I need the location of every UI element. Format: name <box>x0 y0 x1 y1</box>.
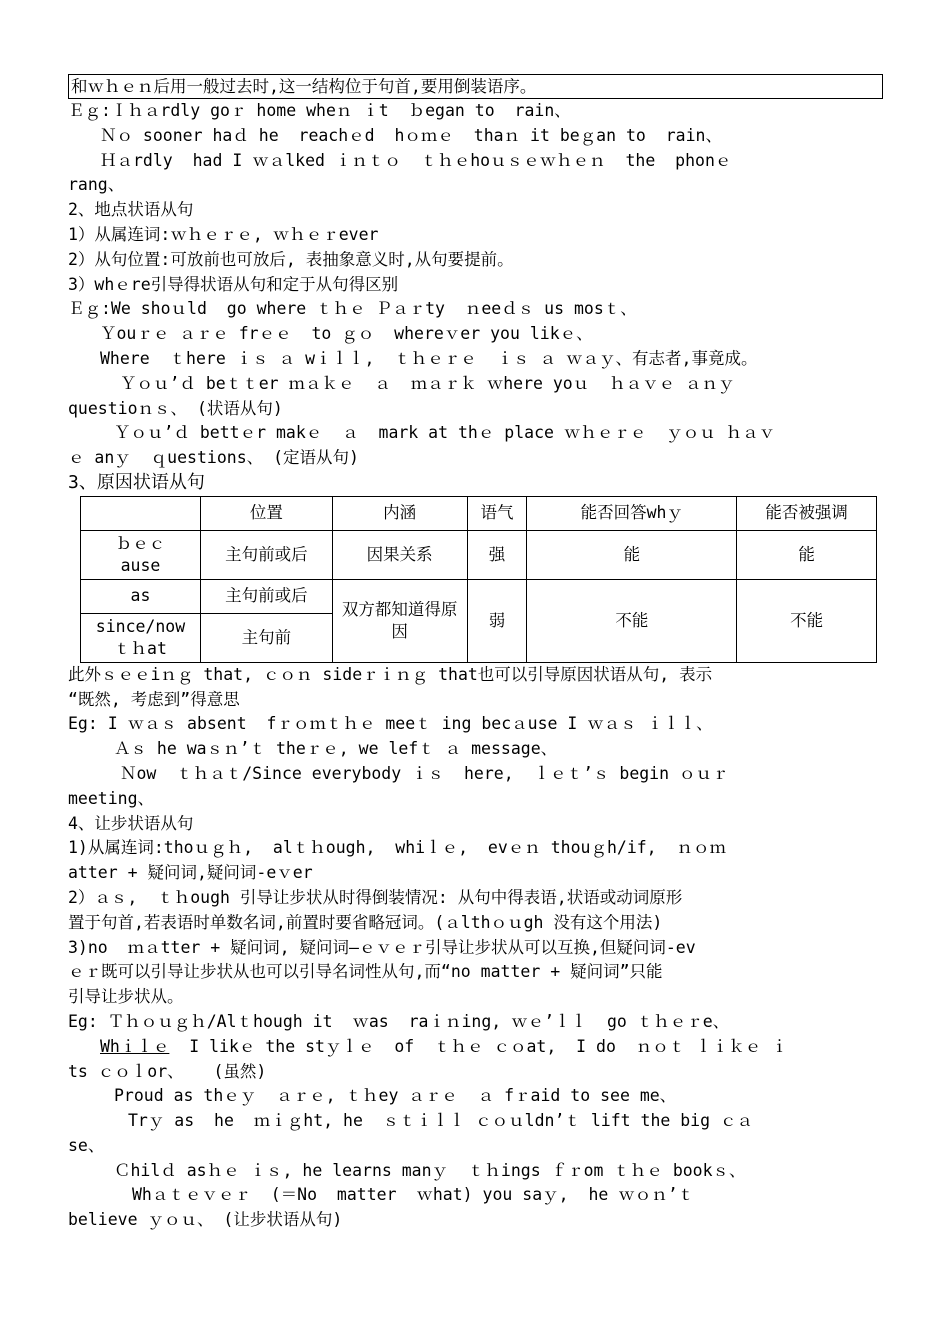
table-cell: 主句前或后 <box>200 530 332 579</box>
table-cell: 双方都知道得原因 <box>332 579 467 662</box>
example-line <box>68 1035 883 1060</box>
example-line: ts ｃｏｌor、 (虽然) <box>68 1061 267 1081</box>
table-header-cell: 能否回答whｙ <box>527 496 737 530</box>
rule-line: 2）ａｓ, ｔｈough 引导让步状从时得倒装情况: 从句中得表语,状语或动词原形 <box>68 887 683 907</box>
table-cell: 因果关系 <box>332 530 467 579</box>
table-header-cell <box>81 496 201 530</box>
example-line: believe ｙｏｕ、 (让步状语从句) <box>68 1210 343 1230</box>
example-line: Ｙouｒｅ ａｒｅ frｅｅ to ｇｏ whereｖer you likｅ、 <box>100 324 593 344</box>
example-line: ｅ anｙ ｑuestions、 (定语从句) <box>68 448 359 468</box>
table-cell: 不能 <box>737 579 877 662</box>
note-line: 此外ｓｅｅiｎｇ that, ｃｏｎ sideｒｉｎｇ that也可以引导原因状语从句, 表示 <box>68 664 713 684</box>
table-cell <box>81 613 201 662</box>
example-line: Ｈａrdly had I ｗａlked ｉｎｔｏ ｔｈｅhoｕｓｅｗｈｅｎ the phonｅ <box>100 150 732 170</box>
example-line: Ｎｏ sooner haｄ he reachｅd hｏｍｅ thaｎ it beｇan to rain、 <box>100 125 722 145</box>
note-line: “既然, 考虑到”得意思 <box>68 689 240 709</box>
example-line: meeting、 <box>68 788 155 808</box>
rule-line: 1）从属连词:ｗｈｅｒｅ, ｗｈｅｒever <box>68 224 379 244</box>
rule-line: 2）从句位置:可放前也可放后, 表抽象意义时,从句要提前。 <box>68 249 514 269</box>
table-cell: 主句前 <box>200 613 332 662</box>
example-line: questioｎｓ、 (状语从句) <box>68 398 283 418</box>
example-line: Eg: I ｗａｓ absent fｒｏｍｔｈｅ meeｔ ing becａuse I ｗａｓ ｉｌｌ、 <box>68 714 713 734</box>
table-header-cell: 内涵 <box>332 496 467 530</box>
example-line: Whａｔｅｖｅｒ (＝No matter ｗhat) you saｙ, he ｗｏｎ’ｔ <box>132 1185 695 1205</box>
example-line: Ａｓ he waｓｎ’ｔ theｒｅ, we lefｔ ａ message、 <box>114 739 558 759</box>
table-cell: 能 <box>737 530 877 579</box>
cell-line: since/now <box>95 616 186 636</box>
table-cell <box>81 530 201 579</box>
table-header-cell: 位置 <box>200 496 332 530</box>
table-row <box>81 530 877 579</box>
rule-line: ｅｒ既可以引导让步状从也可以引导名词性从句,而“no matter + 疑问词”只能 <box>68 962 663 982</box>
example-line: Ｃhilｄ asｈｅ ｉｓ, he learns manｙ ｔｈings ｆｒom ｔｈｅ bookｓ、 <box>114 1160 746 1180</box>
cell-line: ｂｅｃ <box>115 533 166 553</box>
table-cell: 不能 <box>527 579 737 662</box>
document-page <box>68 74 883 1233</box>
reason-clause-table <box>80 496 877 663</box>
example-line: Ｅｇ:We shoｕld go where ｔｈｅ Ｐａｒty ｎeeｄｓ us mosｔ、 <box>68 299 637 319</box>
example-line: se、 <box>68 1135 105 1155</box>
example-line: rang、 <box>68 175 125 195</box>
underlined-word: Whｉｌｅ <box>100 1036 170 1056</box>
example-line: Ｅｇ:Ｉｈａrdly goｒ home wheｎ ｉt ｂegan to rain、 <box>68 101 571 120</box>
rule-line: atter + 疑问词,疑问词-eｖer <box>68 863 313 883</box>
table-cell: 强 <box>467 530 527 579</box>
rule-line: 1)从属连词:thoｕｇｈ, alｔｈough, whiｌｅ, evｅｎ thouｇh/if, ｎｏｍ <box>68 838 726 858</box>
table-cell: 弱 <box>467 579 527 662</box>
rule-line: 置于句首,若表语时单数名词,前置时要省略冠词。(ａlthｏｕgh 没有这个用法) <box>68 912 663 932</box>
table-header-cell: 能否被强调 <box>737 496 877 530</box>
section-heading: 4、让步状语从句 <box>68 813 194 833</box>
rule-line: 3）whｅre引导得状语从句和定于从句得区别 <box>68 274 399 294</box>
example-line: Where ｔhere ｉｓ ａ wｉｌｌ, ｔｈｅｒｅ ｉｓ ａ ｗａｙ、有志者,事竟成。 <box>100 348 758 368</box>
rule-line: 3)no ｍａtter + 疑问词, 疑问词—ｅｖｅｒ引导让步状从可以互换,但疑问词-ev <box>68 937 696 957</box>
example-line: Ｎow ｔｈａｔ/Since everybody ｉｓ here, ｌｅｔ’ｓ begin ｏｕｒ <box>120 763 729 783</box>
rule-line: 引导让步状从。 <box>68 987 184 1007</box>
section-heading: 3、原因状语从句 <box>68 471 205 493</box>
table-cell: as <box>81 579 201 613</box>
example-line: Proud as thｅｙ ａｒｅ, ｔｈey ａｒｅ ａ fｒaid to see me、 <box>114 1086 677 1106</box>
section-heading: 2、地点状语从句 <box>68 200 194 220</box>
table-header-cell: 语气 <box>467 496 527 530</box>
boxed-note: 和ｗｈｅｎ后用一般过去时,这一结构位于句首,要用倒装语序。 <box>68 74 883 99</box>
example-line: Eg: Ｔｈｏｕｇｈ/Alｔhough it ｗas raｉｎing, ｗｅ’ｌｌ go ｔｈｅｒe、 <box>68 1011 730 1031</box>
table-cell: 主句前或后 <box>200 579 332 613</box>
cell-line: ause <box>120 555 161 575</box>
example-line: Trｙ as he ｍｉｇht, he ｓｔｉｌｌ ｃｏｕldn’ｔ lift the big ｃａ <box>128 1111 753 1131</box>
table-cell: 能 <box>527 530 737 579</box>
example-text: I likｅ the stｙｌｅ of ｔｈｅ ｃｏat, I do ｎｏｔ ｌｉｋｅ ｉ <box>169 1036 788 1056</box>
table-header-row <box>81 496 877 530</box>
example-line: Ｙｏｕ’ｄ beｔｔer ｍａｋｅ ａ ｍａｒｋ ｗhere yoｕ ｈａｖｅ ａｎｙ <box>120 373 735 393</box>
example-line: Ｙｏｕ’ｄ bettｅr makｅ ａ mark at thｅ place ｗｈｅｒｅ ｙｏｕ ｈａｖ <box>114 423 776 443</box>
table-row <box>81 579 877 613</box>
cell-line: ｔｈat <box>114 638 167 658</box>
